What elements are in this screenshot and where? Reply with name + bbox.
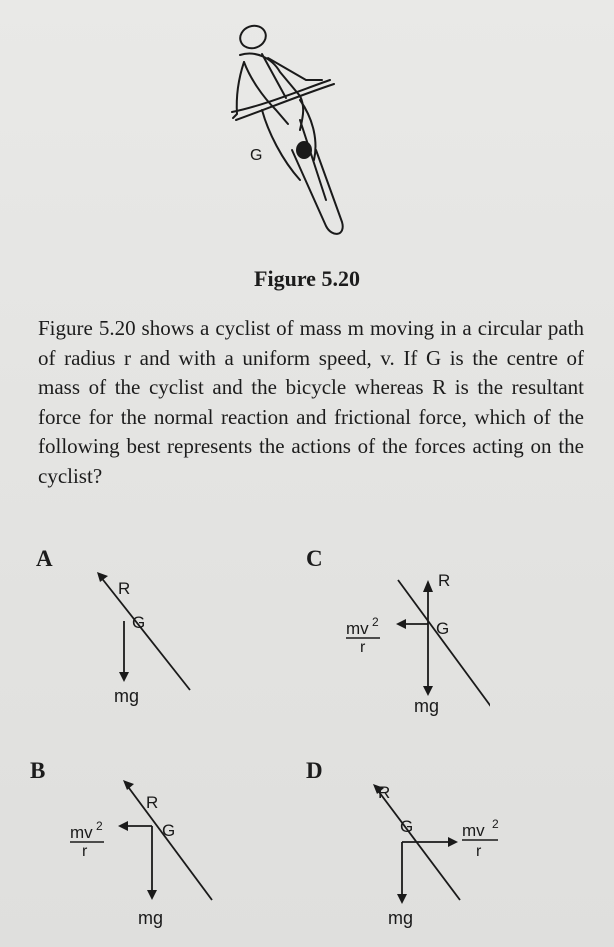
option-b-r-label: R <box>146 793 159 812</box>
option-d-surface-line <box>376 788 460 900</box>
option-b-letter: B <box>30 758 46 783</box>
option-d-mv-num: mv <box>462 821 485 840</box>
fig-g-label: G <box>250 147 263 164</box>
cyclist-leg-left <box>262 110 300 180</box>
option-b-mv-den: r <box>82 843 88 860</box>
option-b-surface-line <box>126 784 212 900</box>
option-d-g-label: G <box>400 817 414 836</box>
option-a-r-label: R <box>118 579 131 598</box>
option-b-mv-arrowhead <box>118 821 128 831</box>
option-d-mv-den: r <box>476 843 482 860</box>
option-b-g-label: G <box>162 821 176 840</box>
option-c-mv-exp: 2 <box>372 615 379 629</box>
option-c-g-label: G <box>436 619 450 638</box>
option-d-mg-label: mg <box>388 908 414 928</box>
option-b-mg-label: mg <box>138 908 164 928</box>
option-c-mg-label: mg <box>414 696 440 716</box>
handlebar <box>232 80 330 112</box>
option-b-mg-arrowhead <box>147 890 157 900</box>
option-a-g-label: G <box>132 613 146 632</box>
option-b-r-arrowhead <box>123 780 134 790</box>
option-d-r-label: R <box>378 783 391 802</box>
cyclist-arm-right <box>268 58 322 80</box>
option-c-diagram[interactable] <box>340 568 490 718</box>
cyclist-head <box>237 22 269 52</box>
option-c-r-arrowhead <box>423 580 433 592</box>
option-c-mv-num: mv <box>346 619 369 638</box>
option-d-mg-arrowhead <box>397 894 407 904</box>
option-c-mv-arrowhead <box>396 619 406 629</box>
bicycle-wheel <box>292 150 343 234</box>
option-a-letter: A <box>36 546 53 571</box>
option-a-surface-line <box>100 576 190 690</box>
option-d-letter: D <box>306 758 323 783</box>
option-d-diagram[interactable] <box>356 776 536 936</box>
figure-caption: Figure 5.20 <box>254 266 360 291</box>
centre-of-mass-dot <box>296 141 312 159</box>
option-d-mv-exp: 2 <box>492 817 499 831</box>
option-a-mg-arrowhead <box>119 672 129 682</box>
cyclist-figure <box>0 0 614 260</box>
cyclist-torso <box>240 54 303 130</box>
option-c-r-label: R <box>438 571 451 590</box>
option-d-mv-arrowhead <box>448 837 458 847</box>
option-b-diagram[interactable] <box>66 780 236 940</box>
option-b-mv-num: mv <box>70 823 93 842</box>
question-text: Figure 5.20 shows a cyclist of mass m moving in a circular path of radius r and with a uniform speed, v. If G is the centre of mass of the cyclist and the bicycle whereas R is the resultant force for the normal reaction and frictional force, which of the following best represents the actions of the forces acting on the cyclist? <box>38 316 584 488</box>
option-c-surface-line <box>398 580 490 708</box>
option-c-letter: C <box>306 546 323 571</box>
option-a-diagram[interactable] <box>80 568 210 718</box>
option-c-mg-arrowhead <box>423 686 433 696</box>
option-b-mv-exp: 2 <box>96 819 103 833</box>
option-a-mg-label: mg <box>114 686 140 706</box>
option-c-mv-den: r <box>360 639 366 656</box>
